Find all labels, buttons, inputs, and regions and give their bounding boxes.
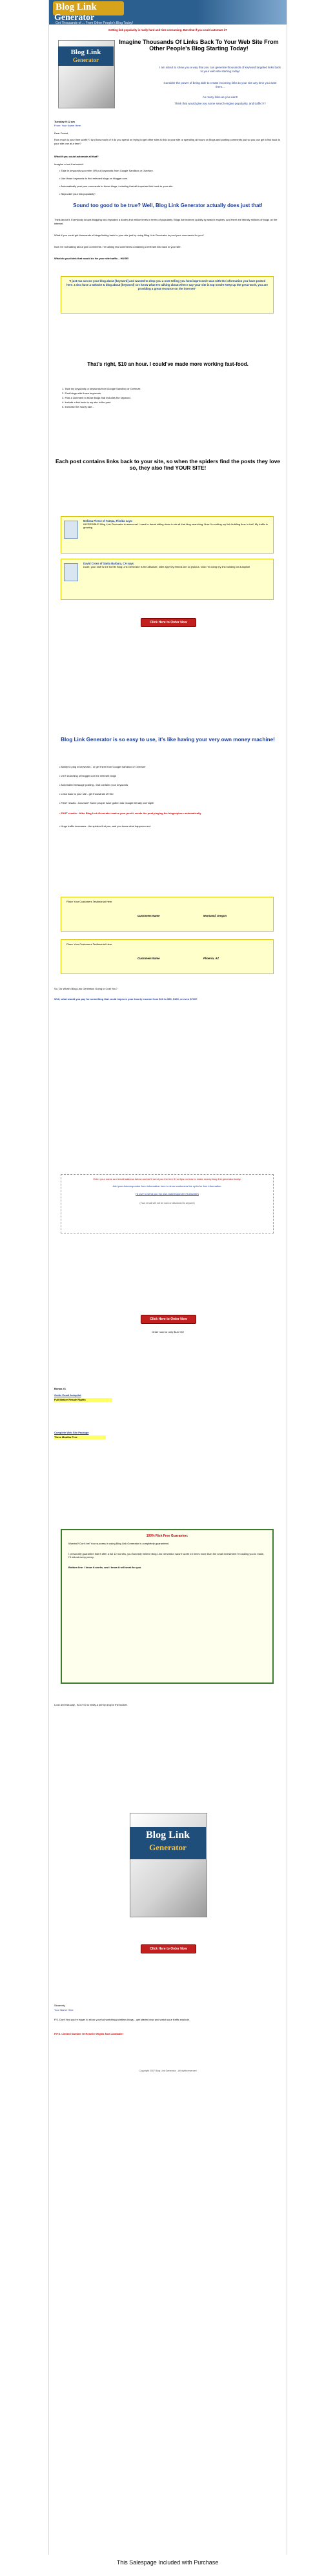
letter-from: From: Your Name Here	[54, 124, 81, 127]
header-banner	[49, 0, 287, 25]
section1-heading: Sound too good to be true? Well, Blog Link Generator actually does just that!	[73, 203, 263, 208]
section1-paragraph-1: Think about it. Everybody knows blogging has exploded a dozen and million times in terms of popularity. Blogs are indexed quickly by search engines, and there are literally millions of blogs on the internet.	[54, 218, 278, 225]
step-3: 3. Post a comment to those blogs that includes the keyword.	[62, 396, 131, 399]
letter-greeting: Dear Friend,	[54, 132, 69, 135]
closing-ps: P.S. Don't find you're eager to sit on your tail watching pointless blogs... get started now and watch your traffic explode.	[54, 2018, 190, 2021]
bullet-text: Take in keywords you enter OR pull keywords from Google Sandbox or Overture.	[61, 169, 154, 172]
closing-headline: Look at it this way - $147.00 is really a penny drop in the bucket.	[54, 1703, 128, 1706]
bonus-1-rights: Full Master Resale Rights	[54, 1398, 112, 1402]
letter-bullet-4: • Skyrocket your link popularity!	[59, 192, 96, 195]
logo-bottom-text: Generator	[54, 13, 95, 23]
bonus-2-offer: Three Months Free	[54, 1435, 106, 1439]
guarantee-box	[61, 1529, 274, 1684]
bonus-1-name[interactable]: Guide Email Autopilot	[54, 1393, 81, 1397]
step-4: 4. Include a link back to my site in the post.	[62, 401, 112, 404]
product-box-subtitle: Generator	[149, 1842, 187, 1852]
feature-6: • FAST results - After Blog Link Generator makes your post it sends the post pinging the blogosphere automatically	[59, 812, 201, 815]
feature-text: Automated message posting - that contains your keywords	[61, 783, 128, 786]
product-box-image	[58, 40, 114, 107]
testimonial-placeholder: Place Your Customers Testimonial Here	[66, 900, 112, 903]
bonus-title: Bonus #1	[54, 1387, 66, 1390]
testimonial-text: Dude, your stuff is the bomb! Blog Link Generator is the absolute, killer app! My friends are so jealous. Now I'm doing my link building on autopilot!	[83, 565, 250, 568]
intro-side-text-3: As many links as you want!	[202, 95, 238, 99]
testimonial-photo	[64, 563, 78, 581]
feature-1: • Ability to plug in keywords - or get them from Google Sandbox or Overture	[59, 765, 146, 768]
section1-paragraph-2: What if you could get thousands of blogs linking back to your site just by using Blog Link Generator to post your comments for you?	[54, 234, 204, 237]
section2-heading: That's right, $10 an hour. I could've made more working fast-food.	[87, 361, 249, 367]
intro-side-text-2: Consider the power of being able to create incoming links to your site any time you want them...	[163, 81, 277, 88]
testimonial-name: Melissa Pierce of Tampa, Florida says:	[83, 519, 133, 523]
closing-pps: P.P.S. Limited Number Of Reseller Rights Now Available!	[54, 2032, 123, 2035]
testimonial-text: INCREDIBLE! Blog Link Generator is awesome! I used to dread sitting down to do all that blog searching. Now I'm cutting my link building time in half. My traffic is growing.	[83, 523, 268, 530]
copyright-note: Copyright 2007 Blog Link Generator - All rights reserved	[139, 2070, 197, 2072]
closing-signoff: Sincerely,	[54, 2004, 66, 2007]
order-button-3[interactable]: Click Here to Order Now	[141, 1944, 196, 1953]
bonus-2-name[interactable]: Complete Web Site Package	[54, 1431, 89, 1434]
optin-subscribe-link[interactable]: I'd love to send you my own autoresponder (Subscribe)	[136, 1192, 199, 1195]
optin-box	[61, 1174, 274, 1233]
feature-text: Huge traffic increases - the spiders find you, and you know what happens next.	[61, 824, 152, 828]
bullet-text: Use those keywords to find relevant blogs on blogger.com.	[61, 177, 128, 180]
customer-name: Customers Name	[137, 914, 160, 917]
guarantee-point-1: Worried? Don't be! Your success in using Blog Link Generator is completely guaranteed.	[68, 1542, 170, 1545]
intro-side-text-4: Think that would give you some search engine popularity, and traffic?!?	[174, 102, 266, 105]
customer-place: Mormand, Oregon	[203, 914, 227, 917]
feature-2: • 24/7 searching of blogger.com for relevant blogs	[59, 774, 116, 777]
order-button-1[interactable]: Click Here to Order Now	[141, 618, 196, 627]
customer-name: Customers Name	[137, 957, 160, 960]
feature-7: • Huge traffic increases - the spiders find you, and you know what happens next.	[59, 824, 152, 828]
order-button-2[interactable]: Click Here to Order Now	[141, 1315, 196, 1324]
intro-headline: Imagine Thousands Of Links Back To Your Web Site From Other People's Blog Starting Today!	[119, 39, 279, 52]
optin-autoresponder-note: Add your Autoresponder form information here to show customers the optin for free information.	[112, 1184, 222, 1188]
section3-heading: Blog Link Generator is so easy to use, it's like having your very own money machine!	[61, 737, 275, 743]
customer-testimonial-1	[61, 897, 274, 932]
testimonial-placeholder: Place Your Customers Testimonial Here	[66, 943, 112, 946]
feature-text: Links back to your site - get thousands of hits!	[61, 792, 114, 795]
customer-testimonial-2	[61, 939, 274, 974]
optin-privacy-note: (Your email will not be sold or disclosed to anyone)	[139, 1201, 195, 1204]
feature-text: 24/7 searching of blogger.com for relevant blogs	[61, 774, 116, 777]
feature-3: • Automated message posting - that contains your keywords	[59, 783, 128, 786]
section1-paragraph-3: Now I'm not talking about junk comments. I'm talking real comments containing a relevant link back to your site.	[54, 245, 181, 248]
testimonial-box-1	[61, 516, 274, 554]
testimonial-box-2	[61, 559, 274, 600]
customer-place: Phoenix, AZ	[203, 957, 219, 960]
step-5: 5. Increase the hourly rate...	[62, 405, 94, 408]
pricing-headline: So, Do What's Blog Link Generator Going to Cost You?	[54, 987, 117, 990]
order-price-note: Order now for only $147.00!	[152, 1330, 184, 1333]
letter-question: What if you could automate all that?	[54, 155, 99, 158]
feature-text: FAST results - After Blog Link Generator makes your post it sends the post pinging the blogosphere automatically	[61, 812, 201, 815]
section2-emphasis: Each post contains links back to your site, so when the spiders find the posts they love so, they also find YOUR SITE!	[55, 458, 281, 471]
intro-side-text-1: I am about to show you a way that you can generate thousands of keyword targeted links back to your web site starting today!	[159, 66, 281, 73]
letter-paragraph-1: How much is your time worth?? And how much of it do you spend on trying to get other sites to link to your site or spending all hours on blogs and posting comments just so you can get a link back to your site one at a time?	[54, 138, 280, 145]
guarantee-point-2: I personally guarantee that if after a full 12 months, you honestly believe Blog Link Generator wasn't worth 10 times more than the small investment I'm asking you to make, I'll refund every penny.	[68, 1552, 265, 1559]
feature-text: FAST results - how fast? Some people have gotten into Google literally overnight!	[61, 801, 154, 804]
letter-bullet-1: • Take in keywords you enter OR pull keywords from Google Sandbox or Overture.	[59, 169, 154, 172]
testimonial-name: David Cross of Santa Barbara, CA says:	[83, 562, 135, 565]
bullet-text: Automatically post your comments to those blogs, including that all-important link back to your site.	[61, 185, 174, 188]
bullet-text: Skyrocket your link popularity!	[61, 192, 96, 195]
feature-5: • FAST results - how fast? Some people have gotten into Google literally overnight!	[59, 801, 154, 804]
optin-intro: Enter your name and email address below and we'll send you the free 5 hot tips on how to make money blog link generator today.	[93, 1177, 241, 1181]
pricing-highlight: Well, what would you pay for something that could improve your hourly income from $10 to $50, $100, or even $735?	[54, 997, 198, 1001]
salespage-column	[48, 0, 287, 2555]
sample-comment-text: "I just ran across your blog about [keyword] and wanted to drop you a note telling you how impressed I was with the information you have posted here. I also have a website & blog about [keyword] so I know what I'm talking about when I say your site is top notch! Keep up the great work, you are providing a great resource on the internet!"	[66, 279, 268, 290]
section1-paragraph-4: What do you think that would do for your site traffic... HUGE!	[54, 257, 129, 260]
closing-signer: Your Name Here	[54, 2008, 74, 2012]
logo-top-text: Blog Link	[56, 2, 97, 12]
guarantee-title: 100% Risk Free Guarantee:	[146, 1534, 188, 1538]
step-2: 2. Find blogs with those keywords.	[62, 392, 102, 395]
letter-bullet-3: • Automatically post your comments to those blogs, including that all-important link back to your site.	[59, 185, 174, 188]
intro-kicker: Getting link popularity is really hard and time consuming. But what if you could automate it?	[108, 28, 228, 32]
product-box-title: Blog Link	[145, 1830, 190, 1841]
sample-comment-box	[61, 276, 274, 314]
banner-tagline: Get Thousands of ... From Other People's Blog Today!	[56, 21, 133, 25]
testimonial-photo	[64, 521, 78, 539]
product-box-title: Blog Link	[70, 48, 101, 56]
letter-paragraph-2: Imagine a tool that would:	[54, 163, 84, 166]
step-1: 1. Take my keywords or keywords from Google Sandbox or Overture.	[62, 387, 141, 390]
feature-4: • Links back to your site - get thousands of hits!	[59, 792, 114, 795]
product-box-image-large	[130, 1813, 206, 1916]
letter-date: Tuesday 9:12 am	[54, 120, 75, 123]
guarantee-point-3: Bottom line: I know it works, and I know it will work for you.	[68, 1565, 142, 1569]
product-box-subtitle: Generator	[73, 57, 99, 63]
feature-text: Ability to plug in keywords - or get them from Google Sandbox or Overture	[61, 765, 146, 768]
page-footer-caption: This Salespage Included with Purchase	[116, 2559, 219, 2566]
letter-bullet-2: • Use those keywords to find relevant blogs on blogger.com.	[59, 177, 128, 180]
